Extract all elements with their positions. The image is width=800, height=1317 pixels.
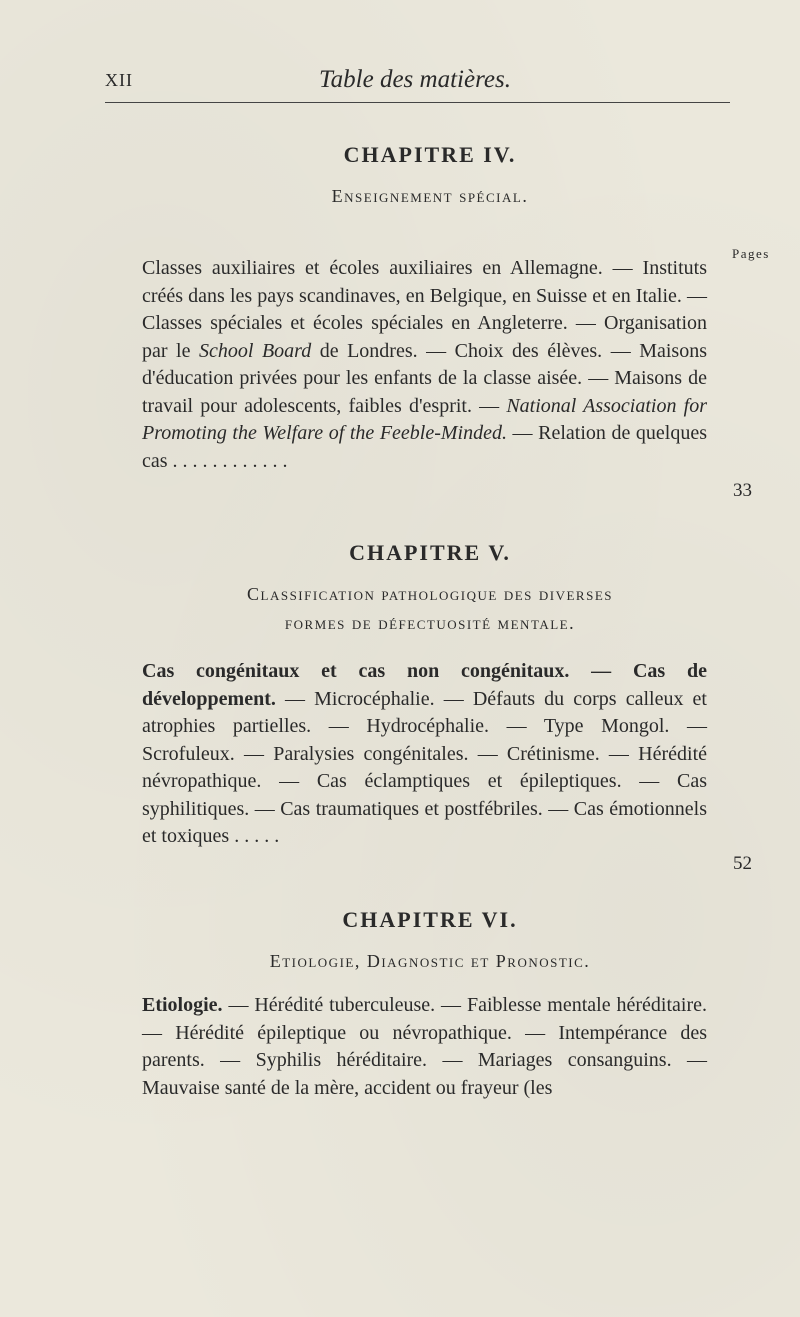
entry-text: Classes auxiliaires et écoles auxiliaires en Allemagne.	[142, 257, 603, 279]
page-folio: XII	[105, 70, 133, 90]
chapter-subtitle: Classification pathologique des diverses	[247, 584, 613, 604]
pages-column-label: Pages	[732, 246, 770, 261]
chapter-vi-entry	[142, 992, 707, 1102]
entry-text: — Instituts créés dans les pays scandinaves, en Belgique, en Suisse et en Italie. — Classes spéciales et écoles spéciales en Angleterre. — Organisation par le	[142, 257, 708, 362]
chapter-vi	[135, 907, 725, 976]
chapter-v-entry	[142, 658, 752, 874]
entry-text-italic: National Association for Promoting the Welfare of the Feeble-Minded.	[142, 394, 707, 444]
entry-lead: Etiologie.	[142, 994, 223, 1016]
entry-text: de Londres. — Choix des élèves. — Maisons d'éducation privées pour les enfants de la classe aisée. — Maisons de travail pour adolescents, faibles d'esprit. —	[142, 339, 707, 417]
entry-lead: Cas congénitaux et cas non congénitaux. — Cas de développement.	[142, 660, 707, 710]
running-head	[105, 66, 725, 100]
entry-text: — Hérédité tuberculeuse. — Faiblesse mentale héréditaire. — Hérédité épileptique ou névropathique. — Intempérance des parents. — Syphilis héréditaire. — Mariages consanguins. — Mauvaise santé de la mère, accident ou frayeur (les	[142, 994, 707, 1099]
toc-entry-paragraph	[142, 255, 707, 475]
chapter-title: CHAPITRE IV.	[343, 142, 517, 167]
chapter-title: CHAPITRE V.	[349, 540, 511, 565]
chapter-iv-entry	[142, 255, 752, 501]
entry-text-italic: School Board	[199, 339, 312, 362]
chapter-title: CHAPITRE VI.	[342, 907, 518, 932]
running-head-title: Table des matières.	[319, 66, 511, 93]
entry-text: — Microcéphalie. — Défauts du corps calleux et atrophies partielles. — Hydrocéphalie. — Type Mongol. — Scrofuleux. — Paralysies congénitales. — Crétinisme. — Hérédité névropathique. — Cas éclamptiques et épileptiques. — Cas syphilitiques. — Cas traumatiques et postfébriles. — Cas émotionnels et toxiques . . . . .	[142, 687, 707, 847]
chapter-iv	[135, 142, 725, 211]
toc-entry-paragraph	[142, 658, 707, 851]
chapter-subtitle: Etiologie, Diagnostic et Pronostic.	[269, 951, 591, 971]
page-number: 52	[733, 853, 752, 874]
toc-entry-paragraph	[142, 992, 707, 1102]
chapter-subtitle: formes de défectuosité mentale.	[284, 613, 576, 633]
entry-text: — Relation de quelques cas . . . . . . . . . . . .	[142, 422, 707, 472]
chapter-v	[135, 540, 725, 638]
chapter-subtitle: Enseignement spécial.	[331, 186, 529, 206]
page-number: 33	[733, 480, 752, 501]
header-rule	[105, 102, 730, 103]
